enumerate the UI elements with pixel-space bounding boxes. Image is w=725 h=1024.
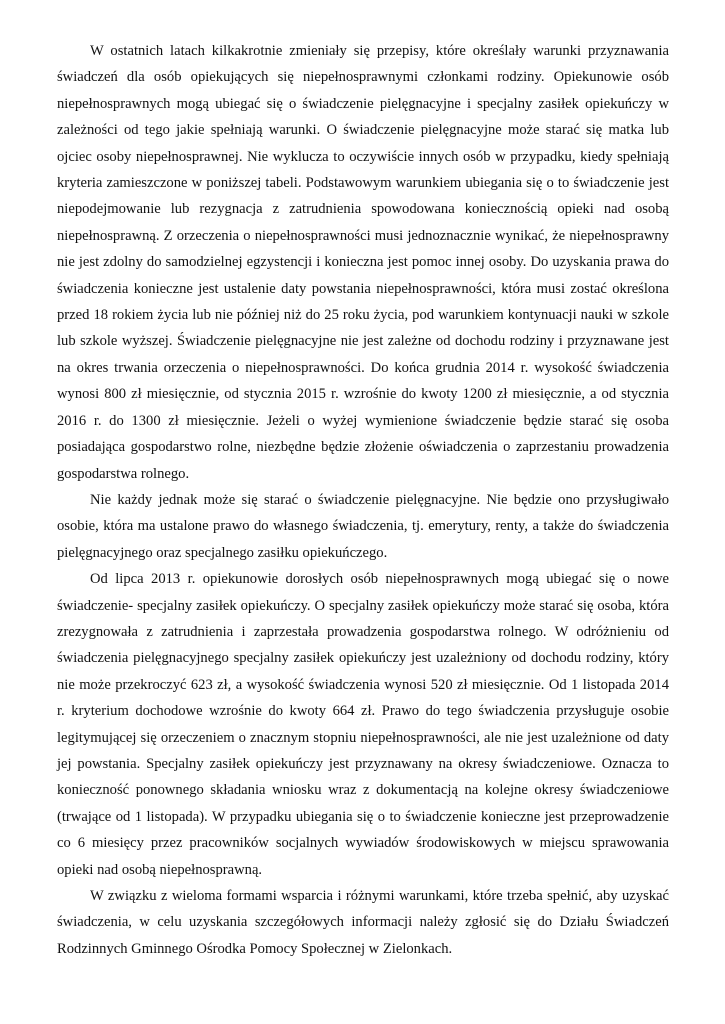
paragraph-eligibility-exclusions: Nie każdy jednak może się starać o świadczenie pielęgnacyjne. Nie będzie ono przysługiwało osobie, która ma ustalone prawo do własnego świadczenia, tj. emerytury, renty, a także do świadczenia pielęgnacyjnego oraz specjalnego zasiłku opiekuńczego.	[57, 491, 669, 561]
document-body	[57, 38, 669, 962]
paragraph-caregiver-benefits: W ostatnich latach kilkakrotnie zmieniały się przepisy, które określały warunki przyznawania świadczeń dla osób opiekujących się niepełnosprawnymi członkami rodziny. Opiekunowie osób niepełnosprawnych mogą ubiegać się o świadczenie pielęgnacyjne i specjalny zasiłek opiekuńczy w zależności od tego jakie spełniają warunki. O świadczenie pielęgnacyjne może starać się matka lub ojciec osoby niepełnosprawnej. Nie wyklucza to oczywiście innych osób w przypadku, kiedy spełniają kryteria zamieszczone w poniższej tabeli. Podstawowym warunkiem ubiegania się o to świadczenie jest niepodejmowanie lub rezygnacja z zatrudnienia spowodowana koniecznością opieki nad osobą niepełnosprawną. Z orzeczenia o niepełnosprawności musi jednoznacznie wynikać, że niepełnosprawny nie jest zdolny do samodzielnej egzystencji i konieczna jest pomoc innej osoby. Do uzyskania prawa do świadczenia konieczne jest ustalenie daty powstania niepełnosprawności, która musi zostać określona przed 18 rokiem życia lub nie później niż do 25 roku życia, pod warunkiem kontynuacji nauki w szkole lub szkole wyższej. Świadczenie pielęgnacyjne nie jest zależne od dochodu rodziny i przyznawane jest na okres trwania orzeczenia o niepełnosprawności. Do końca grudnia 2014 r. wysokość świadczenia wynosi 800 zł miesięcznie, od stycznia 2015 r. wzrośnie do kwoty 1200 zł miesięcznie, a od stycznia 2016 r. do 1300 zł miesięcznie. Jeżeli o wyżej wymienione świadczenie będzie starać się osoba posiadająca gospodarstwo rolne, niezbędne będzie złożenie oświadczenia o zaprzestaniu prowadzenia gospodarstwa rolnego.	[57, 43, 669, 482]
paragraph-special-care-allowance: Od lipca 2013 r. opiekunowie dorosłych osób niepełnosprawnych mogą ubiegać się o nowe świadczenie- specjalny zasiłek opiekuńczy. O specjalny zasiłek opiekuńczy może starać się osoba, która zrezygnowała z zatrudnienia i zaprzestała prowadzenia gospodarstwa rolnego. W odróżnieniu od świadczenia pielęgnacyjnego specjalny zasiłek opiekuńczy jest uzależniony od dochodu rodziny, który nie może przekroczyć 623 zł, a wysokość świadczenia wynosi 520 zł miesięcznie. Od 1 listopada 2014 r. kryterium dochodowe wzrośnie do kwoty 664 zł. Prawo do tego świadczenia przysługuje osobie legitymującej się orzeczeniem o znacznym stopniu niepełnosprawności, ale nie jest uzależnione od daty jej powstania. Specjalny zasiłek opiekuńczy jest przyznawany na okresy świadczeniowe. Oznacza to konieczność ponownego składania wniosku wraz z dokumentacją na kolejne okresy świadczeniowe (trwające od 1 listopada). W przypadku ubiegania się o to świadczenie konieczne jest przeprowadzenie co 6 miesięcy przez pracowników socjalnych wywiadów środowiskowych w miejscu sprawowania opieki nad osobą niepełnosprawną.	[57, 571, 669, 878]
paragraph-contact-information: W związku z wieloma formami wsparcia i różnymi warunkami, które trzeba spełnić, aby uzyskać świadczenia, w celu uzyskania szczegółowych informacji należy zgłosić się do Działu Świadczeń Rodzinnych Gminnego Ośrodka Pomocy Społecznej w Zielonkach.	[57, 888, 669, 957]
